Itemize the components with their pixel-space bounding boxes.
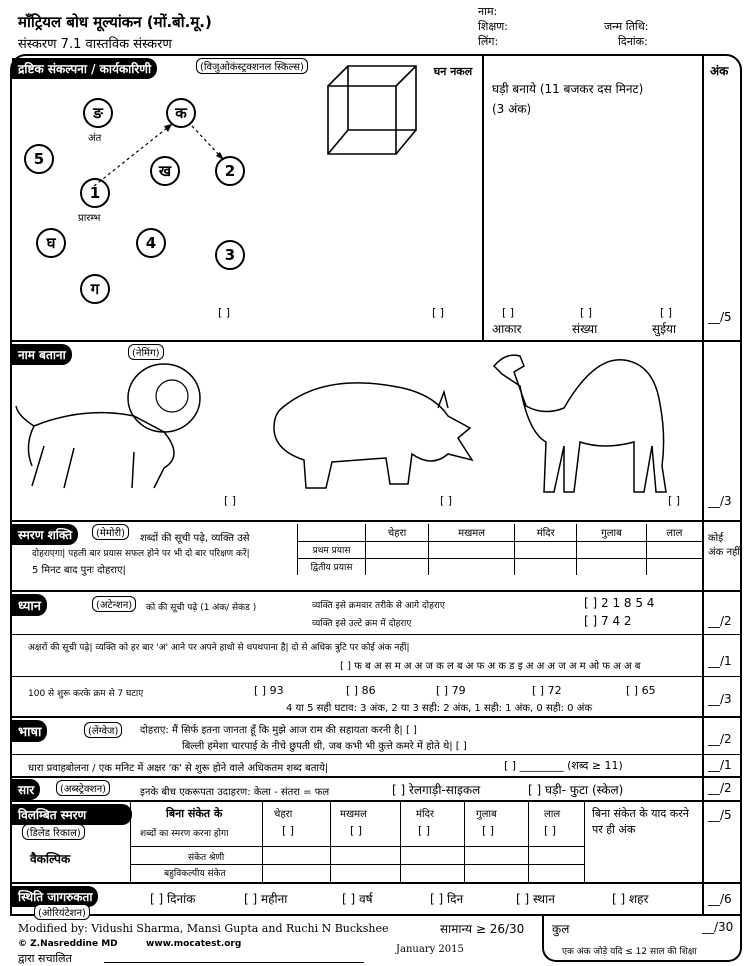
memory-instruction-2: दोहराएगा| पहली बार प्रयास सफल होने पर भी दो बार परिक्षण करें| xyxy=(32,549,250,559)
delayed-divider xyxy=(584,800,585,882)
test-version: संस्करण 7.1 वास्तविक संस्करण xyxy=(18,37,172,52)
divider-orientation xyxy=(10,882,742,884)
fluency-instruction: धारा प्रवाहबोलना / एक मनिट में अक्षर 'क' से शुरू होने वाले अधिकतम शब्द बताये| xyxy=(28,763,329,774)
serial-65: [ ] 65 xyxy=(626,684,656,697)
fluency-bracket: [ ] ________ (शब्द ≥ 11) xyxy=(504,759,623,772)
divider-language xyxy=(10,716,742,718)
memory-trial-2: द्वितीय प्रयास xyxy=(298,558,366,575)
total-score: __/30 xyxy=(702,920,734,934)
delayed-no-cue-2: शब्दों का स्मरण करना होगा xyxy=(140,829,229,839)
category-cue-label: संकेत श्रेणी xyxy=(188,853,225,863)
mc-cue-label: बहुविकल्पीय संकेत xyxy=(164,869,226,879)
delayed-optional: वैकल्पिक xyxy=(30,852,71,866)
forward-label: व्यक्ति इसे क्रमवार तरीके से आगे दोहराए xyxy=(312,601,445,611)
delayed-points-note: बिना संकेत के याद करने पर ही अंक xyxy=(592,807,689,836)
naming-title: नाम बताना xyxy=(12,344,72,365)
delayed-word-daisy: गुलाब xyxy=(476,809,497,820)
memory-subtitle: (मेमोरी) xyxy=(92,524,129,540)
trail-node-ka: क xyxy=(166,98,196,128)
delayed-divider xyxy=(400,800,401,882)
memory-trial-1: प्रथम प्रयास xyxy=(298,541,366,558)
divider-fluency xyxy=(10,754,742,755)
name-label: नाम: xyxy=(478,5,498,18)
naming-subtitle: (नेमिंग) xyxy=(128,344,164,360)
clock-contour-label: आकार xyxy=(492,322,522,336)
visuo-title: द्रष्टिक संकल्पना / कार्यकारिणी xyxy=(12,58,157,79)
cube-bracket: [ ] xyxy=(432,306,445,319)
delayed-bracket: [ ] xyxy=(282,824,295,837)
serial-79: [ ] 79 xyxy=(436,684,466,697)
trail-node-5: 5 xyxy=(24,144,54,174)
orientation-score: __/6 xyxy=(708,892,732,906)
attention-title: ध्यान xyxy=(12,594,47,616)
camel-drawing xyxy=(484,346,680,496)
clock-title: घड़ी बनाये (11 बजकर दस मिनट) xyxy=(492,82,644,96)
footer-date: January 2015 xyxy=(396,944,464,955)
delayed-divider xyxy=(130,864,584,865)
dob-label: जन्म तिथि: xyxy=(604,20,649,33)
clock-divider xyxy=(482,54,484,341)
trail-node-kha: ख xyxy=(150,156,180,186)
clock-hands-bracket: [ ] xyxy=(660,306,673,319)
normal-threshold: सामान्य ≥ 26/30 xyxy=(440,922,525,936)
abstraction-subtitle: (अब्स्ट्रेक्शन) xyxy=(56,780,110,796)
delayed-score: __/5 xyxy=(708,808,732,822)
serial-instruction: 100 से शुरू करके क्रम से 7 घटाए xyxy=(28,689,144,699)
delayed-divider xyxy=(130,800,131,882)
language-subtitle: (लेंग्वेज) xyxy=(84,722,122,738)
orientation-year: [ ] वर्ष xyxy=(342,892,373,906)
digit-intro: को की सूची पढ़े (1 अंक/ सेकंड ) xyxy=(146,603,257,613)
date-label: दिनांक: xyxy=(618,35,648,48)
delayed-word-red: लाल xyxy=(544,809,561,820)
cube-label: घन नकल xyxy=(433,65,473,78)
fluency-score: __/1 xyxy=(708,758,732,772)
orientation-city: [ ] शहर xyxy=(612,892,649,906)
education-note: एक अंक जोड़े यदि ≤ 12 साल की शिक्षा xyxy=(562,947,697,957)
memory-word-red: लाल xyxy=(646,524,702,541)
divider-attention xyxy=(10,590,742,592)
visuo-score: __/5 xyxy=(708,310,732,324)
delayed-divider xyxy=(262,800,263,882)
divider-delayed xyxy=(10,800,742,802)
trial1-cell[interactable] xyxy=(515,541,577,558)
trial1-cell[interactable] xyxy=(646,541,702,558)
forward-digits: [ ] 2 1 8 5 4 xyxy=(584,596,655,610)
rhino-bracket: [ ] xyxy=(440,494,453,507)
delayed-divider xyxy=(130,846,584,847)
delayed-word-church: मंदिर xyxy=(416,809,434,820)
education-label: शिक्षण: xyxy=(478,20,508,33)
cube-drawing xyxy=(322,58,422,162)
trial1-cell[interactable] xyxy=(429,541,515,558)
delayed-subtitle: (डिलेड रिकाल) xyxy=(22,824,85,840)
divider-abstraction xyxy=(10,776,742,778)
letters-score: __/1 xyxy=(708,654,732,668)
serial-72: [ ] 72 xyxy=(532,684,562,697)
letters-sequence: [ ] फ ब अ स म अ अ ज क ल ब अ फ अ क ड इ अ अ अ ज अ म ओ फ अ अ ब xyxy=(340,661,641,672)
orientation-month: [ ] महीना xyxy=(244,892,288,906)
naming-score: __/3 xyxy=(708,494,732,508)
trail-bracket: [ ] xyxy=(218,306,231,319)
delayed-no-cue: बिना संकेत के xyxy=(166,807,223,820)
clock-numbers-label: संख्या xyxy=(572,322,598,336)
memory-word-daisy: गुलाब xyxy=(577,524,646,541)
trial2-cell[interactable] xyxy=(577,558,646,575)
footer-website: www.mocatest.org xyxy=(146,939,242,949)
serial-93: [ ] 93 xyxy=(254,684,284,697)
memory-word-velvet: मखमल xyxy=(429,524,515,541)
memory-word-church: मंदिर xyxy=(515,524,577,541)
memory-instruction-3: 5 मिनट बाद पुनः दोहराए| xyxy=(32,565,126,576)
score-column-header: अंक xyxy=(710,64,729,78)
memory-instruction-1: शब्दों की सूची पढ़े, व्यक्ति उसे xyxy=(140,533,250,544)
visuo-subtitle: (विजुओकंस्ट्रक्शनल स्किल्स) xyxy=(196,58,308,74)
trail-node-2: 2 xyxy=(215,156,245,186)
language-title: भाषा xyxy=(12,720,47,742)
total-label: कुल xyxy=(552,922,570,936)
delayed-divider xyxy=(330,800,331,882)
trial2-cell[interactable] xyxy=(646,558,702,575)
delayed-bracket: [ ] xyxy=(350,824,363,837)
delayed-bracket: [ ] xyxy=(482,824,495,837)
trial2-cell[interactable] xyxy=(429,558,515,575)
sex-label: लिंग: xyxy=(478,35,499,48)
memory-table xyxy=(297,524,702,575)
delayed-word-face: चेहरा xyxy=(274,809,293,820)
repeat-sentence-1: दोहराए: मैं सिर्फ इतना जानता हूँ कि मुझे आज राम की सहायता करनी है| [ ] xyxy=(140,725,417,736)
orientation-title: स्थिति जागरुकता xyxy=(12,886,98,907)
divider-letters xyxy=(10,634,742,635)
trail-node-ga: ग xyxy=(80,274,110,304)
footer-copyright: © Z.Nasreddine MD xyxy=(18,939,118,949)
clock-hands-label: सुईया xyxy=(652,322,677,336)
score-column-divider xyxy=(702,54,704,916)
repeat-score: __/2 xyxy=(708,732,732,746)
clock-contour-bracket: [ ] xyxy=(502,306,515,319)
footer-modified-by: Modified by: Vidushi Sharma, Mansi Gupta and Ruchi N Buckshee xyxy=(18,922,389,935)
clock-points: (3 अंक) xyxy=(492,102,532,116)
digits-score: __/2 xyxy=(708,614,732,628)
trial1-cell[interactable] xyxy=(577,541,646,558)
trail-start-label: प्रारम्भ xyxy=(78,213,101,224)
delayed-divider xyxy=(464,800,465,882)
delayed-title: विलम्बित स्मरण xyxy=(12,804,132,825)
rhino-drawing xyxy=(262,368,478,492)
abstraction-item-1: [ ] रेलगाड़ी-साइकल xyxy=(392,783,481,797)
delayed-divider xyxy=(528,800,529,882)
orientation-date: [ ] दिनांक xyxy=(150,892,196,906)
delayed-bracket: [ ] xyxy=(418,824,431,837)
divider-memory xyxy=(10,520,742,522)
test-title: मॉंट्रियल बोध मूल्यांकन (मों.बो.मू.) xyxy=(18,13,212,31)
camel-bracket: [ ] xyxy=(668,494,681,507)
abstraction-instruction: इनके बीच एकरूपता उदाहरण: केला - संतरा = फल xyxy=(140,787,330,798)
administered-line xyxy=(104,962,364,963)
trail-node-4: 4 xyxy=(136,228,166,258)
delayed-word-velvet: मखमल xyxy=(340,809,367,820)
divider-serial xyxy=(10,676,742,677)
trail-node-3: 3 xyxy=(215,240,245,270)
trail-node-1: 1 xyxy=(80,178,110,208)
serial-scoring: 4 या 5 सही घटाव: 3 अंक, 2 या 3 सही: 2 अंक, 1 सही: 1 अंक, 0 सही: 0 अंक xyxy=(286,703,593,714)
trail-end-label: अंत xyxy=(88,133,102,144)
trial2-cell[interactable] xyxy=(366,558,429,575)
orientation-day: [ ] दिन xyxy=(430,892,464,906)
orientation-subtitle: (ओरियंटेशन) xyxy=(34,904,90,920)
backward-digits: [ ] 7 4 2 xyxy=(584,614,632,628)
abstraction-item-2: [ ] घड़ी- फुटा (स्केल) xyxy=(528,783,624,797)
memory-title: स्मरण शक्ति xyxy=(12,524,78,545)
attention-subtitle: (अटेन्शन) xyxy=(92,596,136,612)
serial-86: [ ] 86 xyxy=(346,684,376,697)
repeat-sentence-2: बिल्ली हमेशा चारपाई के नीचे छुपती थी, जब कभी भी कुत्ते कमरे में होते थे| [ ] xyxy=(182,741,467,752)
trial2-cell[interactable] xyxy=(515,558,577,575)
backward-label: व्यक्ति इसे उल्टे क्रम में दोहराए xyxy=(312,619,412,629)
administered-by: द्वारा सचालित xyxy=(18,952,72,965)
trial1-cell[interactable] xyxy=(366,541,429,558)
orientation-place: [ ] स्थान xyxy=(516,892,555,906)
trail-node-nga: ङ xyxy=(83,98,113,128)
lion-bracket: [ ] xyxy=(224,494,237,507)
clock-numbers-bracket: [ ] xyxy=(580,306,593,319)
letters-instruction: अक्षरों की सूची पढ़े| व्यक्ति को हर बार 'अ' आने पर अपने हाथो से थपथपाना है| दो से अधिक त्रुटि पर कोई अंक नहीं| xyxy=(28,643,410,653)
abstraction-title: सार xyxy=(12,779,40,800)
lion-drawing xyxy=(14,356,234,496)
abstraction-score: __/2 xyxy=(708,781,732,795)
memory-word-face: चेहरा xyxy=(366,524,429,541)
serial-score: __/3 xyxy=(708,692,732,706)
delayed-bracket: [ ] xyxy=(544,824,557,837)
divider-naming xyxy=(10,340,742,342)
memory-no-points: कोई अंक नहीं xyxy=(708,533,740,558)
trail-node-gha: घ xyxy=(36,228,66,258)
